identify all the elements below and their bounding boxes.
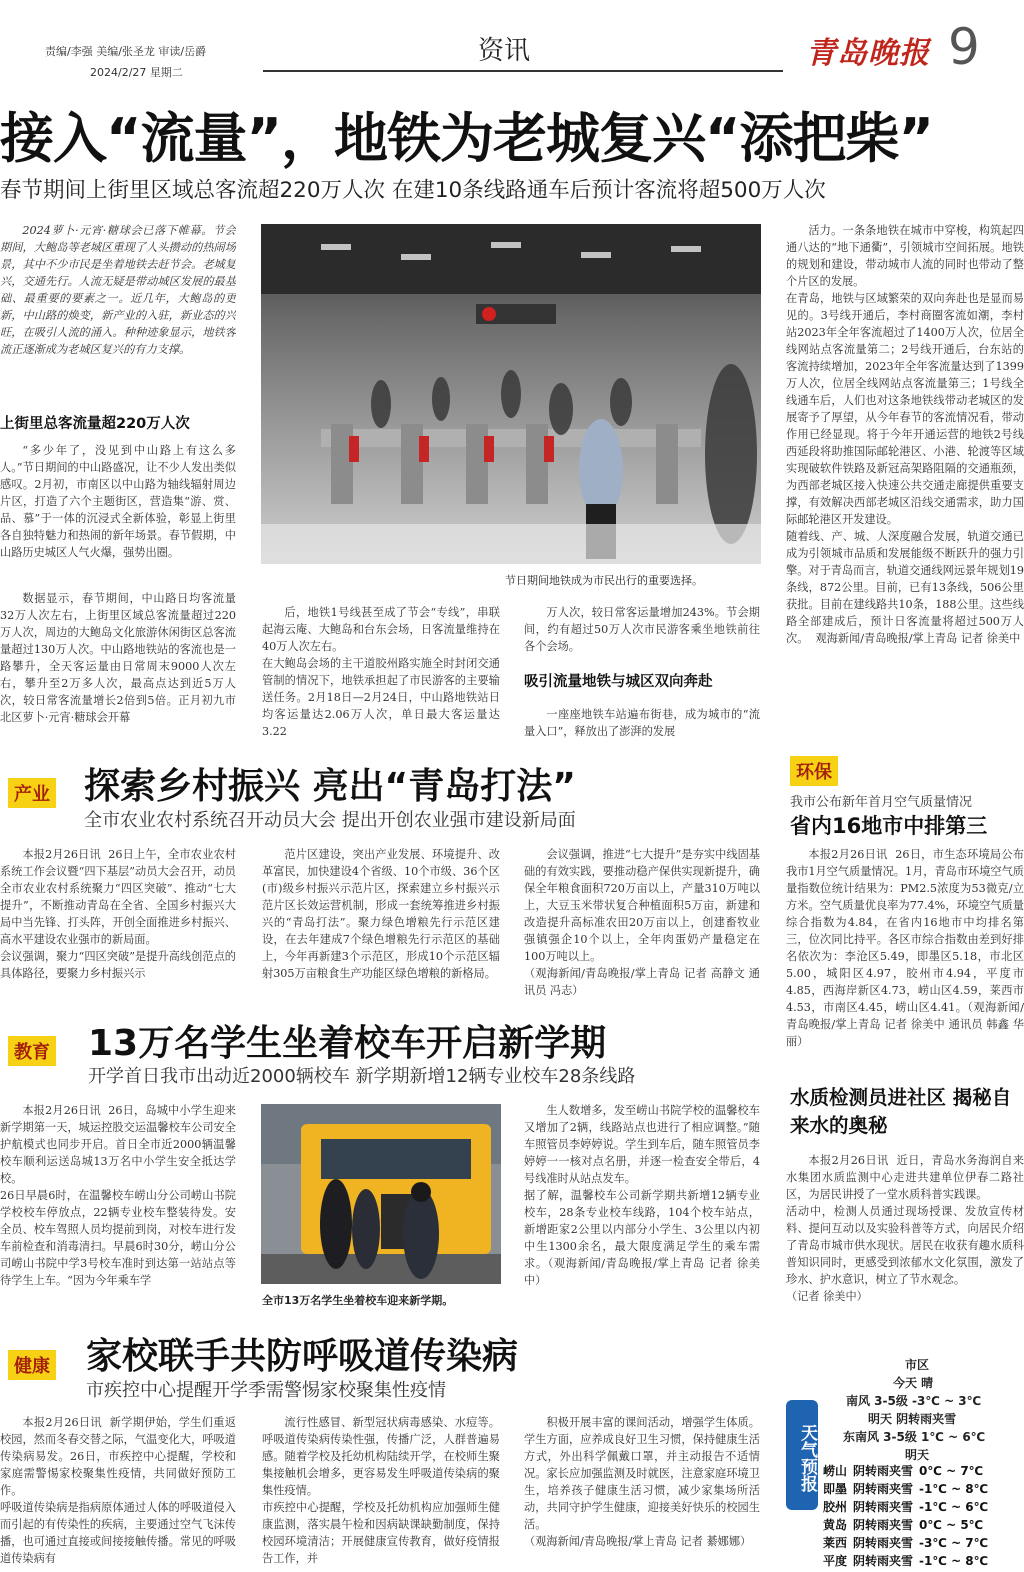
industry-subheadline: 全市农业农村系统召开动员大会 提出开创农业强市建设新局面	[84, 810, 576, 831]
lead-headline: 接入“流量”，地铁为老城复兴“添把柴”	[0, 107, 933, 170]
metro-station-photo	[261, 224, 761, 564]
weather-city: 崂山	[823, 1464, 848, 1478]
lead-subhead-2: 吸引流量地铁与城区双向奔赴	[524, 674, 713, 690]
water-headline: 水质检测员进社区 揭秘自来水的奥秘	[790, 1086, 1012, 1137]
environment-kicker: 我市公布新年首月空气质量情况	[790, 795, 973, 810]
weather-label: 天气预报	[786, 1400, 818, 1510]
weather-city: 平度	[823, 1554, 848, 1568]
issue-date: 2024/2/27 星期二	[90, 66, 183, 79]
weather-today: 今天 晴	[893, 1376, 934, 1390]
section-name: 资讯	[478, 36, 531, 66]
weather-row	[820, 1516, 991, 1534]
weather-cond: 阴转雨夹雪	[853, 1482, 914, 1496]
environment-body: 本报2月26日讯 26日，市生态环境局公布我市1月空气质量情况。1月，青岛市环境空气质量指数位统计结果为：PM2.5浓度为53微克/立方米。空气质量优良率为77.4%，环境空气质量综合指数为4.84，在省内16地市中均排名第三，位次同比持平。各区市综合指数由差到好排名依次为：李沧区5.49，即墨区5.18，市北区5.00，城阳区4.97，胶州市4.94，平度市4.85，西海岸新区4.73，崂山区4.59，莱西市4.53，市南区4.45，崂山区4.41。（观海新闻/青岛晚报/掌上青岛 记者 徐美中 通讯员 韩鑫 华丽）	[786, 848, 1024, 1048]
education-col1: 本报2月26日讯 26日，岛城中小学生迎来新学期第一天，城运控股交运温馨校车公司安全护航模式也同步开启。首日全市近2000辆温馨校车顺利运送岛城13万名中小学生安全抵达学校。 26日早晨6时，在温馨校车崂山分公司崂山书院学校校车停放点，22辆专业校车整装待发。安全员、校车驾照人员均提前到岗，对校车进行发车前检查和消毒清扫。早晨6时30分，崂山分公司崂山书院中学3号校车准时到达第一站站点等待学生上车。“因为今年乘车学	[0, 1104, 236, 1287]
environment-headline: 省内16地市中排第三	[790, 814, 988, 838]
weather-row	[820, 1552, 991, 1570]
education-tag: 教育	[8, 1036, 56, 1066]
health-col2: 流行性感冒、新型冠状病毒感染、水痘等。呼吸道传染病传染性强，传播广泛，人群普遍易感。随着学校及托幼机构陆续开学，在校师生聚集接触机会增多，更容易发生呼吸道传染病的聚集性疫情。 市疾控中心提醒，学校及托幼机构应加强师生健康监测，落实晨午检和因病缺课缺勤制度，保持校园环境清洁；开展健康宣传教育，做好疫情报告工作，并	[262, 1416, 500, 1565]
weather-row	[820, 1462, 991, 1480]
lead-col1-p2: 数据显示，春节期间，中山路日均客流量32万人次左右，上街里区域总客流量超过220万人次，周边的大鲍岛文化旅游休闲街区总客流量超过130万人次。中山路地铁站的客流也是一路攀升，全天客运量由日常周末9000人次左右，攀升至2万多人次，最高点达到近5万人次，较日常客流量增长2倍到5倍。正月初九市北区萝卜·元宵·糖球会开幕	[0, 592, 236, 724]
health-col3: 积极开展丰富的课间活动，增强学生体质。学生方面，应养成良好卫生习惯，保持健康生活方式，外出科学佩戴口罩，并主动报告不适情况。家长应加强监测及时就医，注意家庭环境卫生，培养孩子健康生活习惯，减少家集场所活动，共同守护学生健康，迎接美好快乐的校园生活。 （观海新闻/青岛晚报/掌上青岛 记者 綦娜娜）	[524, 1416, 760, 1548]
industry-col1: 本报2月26日讯 26日上午，全市农业农村系统工作会议暨“四下基层”动员大会召开，动员全市农业农村系统聚力“四区突破”、推动“七大提升”，不断推动青岛在全省、全国乡村振兴大局中当先锋、打头阵，开创全面推进乡村振兴、高水平建设农业强市的新局面。 会议强调，聚力“四区突破”是提升高线创范点的具体路径，要聚力乡村振兴示	[0, 848, 236, 980]
lead-col1-p1: “多少年了，没见到中山路上有这么多人。”节日期间的中山路盛况，让不少人发出类似感叹。2月初，市南区以中山路为轴线辐射周边片区，打造了六个主题街区，营造集“游、赏、品、慕”于一体的沉浸式全新体验，彰显上街里各自独特魅力和热闹的新年场景。春节假期，中山路历史城区人气火爆，强势出圈。	[0, 444, 236, 559]
newspaper-logo: 青岛晚报	[806, 36, 930, 71]
weather-temp: -1℃ ~ 8℃	[919, 1554, 989, 1568]
weather-city: 即墨	[823, 1482, 848, 1496]
weather-temp: 0℃ ~ 5℃	[919, 1518, 984, 1532]
editor-credits: 责编/李强 美编/张圣龙 审读/岳爵	[45, 45, 207, 58]
weather-cond: 阴转雨夹雪	[853, 1518, 914, 1532]
weather-row	[820, 1480, 991, 1498]
education-subheadline: 开学首日我市出动近2000辆校车 新学期新增12辆专业校车28条线路	[88, 1066, 636, 1087]
lead-subhead-1: 上街里总客流量超220万人次	[0, 416, 190, 432]
health-headline: 家校联手共防呼吸道传染病	[86, 1336, 519, 1377]
weather-row	[820, 1498, 991, 1516]
page-number: 9	[948, 18, 980, 76]
education-headline: 13万名学生坐着校车开启新学期	[88, 1023, 607, 1064]
lead-intro: 2024萝卜·元宵·糖球会已落下帷幕。节会期间，大鲍岛等老城区重现了人头攒动的热闹场景，其中不少市民是坐着地铁去赶节会。老城复兴，交通先行。人流无疑是带动城区发展的最基础、最重要的要素之一。近几年，大鲍岛的更新，中山路的焕变，新产业的入驻，新业态的兴旺，在吸引人流的涌入。种种迹象显示，地铁客流正逐渐成为老城区复兴的有力支撑。	[0, 224, 236, 356]
weather-table	[820, 1462, 991, 1570]
weather-city: 莱西	[823, 1536, 848, 1550]
weather-city: 黄岛	[823, 1518, 848, 1532]
lead-col4: 活力。一条条地铁在城市中穿梭，构筑起四通八达的“地下通衢”，引领城市空间拓展。地铁的规划和建设，带动城市人流的同时也带动了整个片区的发展。 在青岛，地铁与区域繁荣的双向奔赴也是显而易见的。3号线开通后，李村商圈客流如潮，李村站2023年全年客流超过了1400万人次，位居全线网站点客流量第二；2号线开通后，台东站的客流持续增加，2023年全年客流量达到了1399万人次，位居全线网站点客流量第三；1号线全线通车后，人们也对这条地铁线带动老城区的发展寄予了厚望，从今年春节的客流情况看，带动作用已经显现。将于今年开通运营的地铁2号线西延段将助推国际邮轮港区、小港、轮渡等区域实现破软件铁路及新冠高架路阻隔的交通瓶颈，为西部老城区接入快速公共交通走廊提供重要支撑，有效解决西部老城区沿线交通需求，助力国际邮轮港区开发建设。 随着线、产、城、人深度融合发展，轨道交通已成为引领城市品质和发展能级不断跃升的强力引擎。对于青岛而言，轨道交通线网远景年规划19条线，872公里。目前，已有13条线，506公里获批。目前在建线路共10条，188公里。这些线路全部建成后，预计日客流量将超过500万人次。 观海新闻/青岛晚报/掌上青岛 记者 徐美中	[786, 224, 1024, 645]
weather-temp: 0℃ ~ 7℃	[919, 1464, 984, 1478]
weather-city: 胶州	[823, 1500, 848, 1514]
health-col1: 本报2月26日讯 新学期伊始，学生们重返校园，然而冬春交替之际，气温变化大，呼吸道传染病易发。26日，市疾控中心提醒，学校和家庭需警惕家校聚集性疫情，共同做好预防工作。 呼吸道传染病是指病原体通过人体的呼吸道侵入而引起的有传染性的疾病，主要通过空气飞沫传播，也可通过直接或间接接触传播。常见的呼吸道传染病有	[0, 1416, 236, 1565]
weather-cond: 阴转雨夹雪	[853, 1464, 914, 1478]
industry-tag: 产业	[8, 778, 56, 808]
industry-col2: 范片区建设，突出产业发展、环境提升、改革富民，加快建设4个省级、10个市级、36个区(市)级乡村振兴示范片区，探索建立乡村振兴示范片区长效运营机制，形成一套统筹推进乡村振兴的“青岛打法”。聚力绿色增粮先行示范区建设，在去年建成7个绿色增粮先行示范区的基础上，今年再新建3个示范区，形成10个示范区辐射305万亩粮食生产功能区绿色增粮的新格局。	[262, 848, 500, 980]
weather-table-header: 明天	[905, 1448, 930, 1462]
health-subheadline: 市疾控中心提醒开学季需警惕家校聚集性疫情	[86, 1380, 446, 1401]
weather-row	[820, 1534, 991, 1552]
water-body: 本报2月26日讯 近日，青岛水务海润自来水集团水质监测中心走进共建单位伊春二路社区，为居民讲授了一堂水质科普实践课。 活动中，检测人员通过现场授课、发放宣传材料、提问互动以及实验科普等方式，向居民介绍了青岛市城市供水现状。居民在收获有趣水质科普知识同时，更感受到浓郁水文化氛围，激发了珍水、护水意识，树立了节水观念。 （记者 徐美中）	[786, 1154, 1024, 1303]
industry-col3: 会议强调，推进“七大提升”是夯实中线固基础的有效实践，要推动稳产保供实现新提升，确保全年粮食面积720万亩以上，产量310万吨以上，大豆玉米带状复合种植面积5万亩，新建和改造提升高标准农田20万亩以上，创建畜牧业强镇强企10个以上，全年肉蛋奶产量稳定在100万吨以上。 （观海新闻/青岛晚报/掌上青岛 记者 高静文 通讯员 冯志）	[524, 848, 760, 997]
school-bus-photo	[261, 1104, 501, 1284]
lead-col3-p2: 一座座地铁车站遍布街巷，成为城市的“流量入口”，释放出了澎湃的发展	[524, 708, 760, 738]
header-rule	[263, 70, 783, 72]
environment-tag: 环保	[790, 756, 838, 786]
metro-photo-caption: 节日期间地铁成为市民出行的重要选择。	[505, 574, 703, 587]
weather-cond: 阴转雨夹雪	[853, 1554, 914, 1568]
weather-cond: 阴转雨夹雪	[853, 1500, 914, 1514]
bus-photo-caption: 全市13万名学生坐着校车迎来新学期。	[262, 1294, 454, 1307]
lead-col3-p1: 万人次，较日常客运量增加243%。节会期间，约有超过50万人次市民游客乘坐地铁前往各个会场。	[524, 606, 760, 653]
weather-temp: -3℃ ~ 7℃	[919, 1536, 989, 1550]
weather-temp: -1℃ ~ 6℃	[919, 1500, 989, 1514]
weather-temp: -1℃ ~ 8℃	[919, 1482, 989, 1496]
lead-subheadline: 春节期间上街里区域总客流超220万人次 在建10条线路通车后预计客流将超500万人次	[0, 178, 826, 203]
health-tag: 健康	[8, 1350, 56, 1380]
education-col3: 生人数增多，发至崂山书院学校的温馨校车又增加了2辆，线路站点也进行了相应调整。”随车照管员李婷婷说。学生到车后，随车照管员李婷婷一一核对点名册，并逐一检查安全带后，4号线准时从站点发车。 据了解，温馨校车公司新学期共新增12辆专业校车，28条专业校车线路，104个校车站点，新增距家2公里以内部分小学生、3公里以内初中生1300余名，最大限度满足学生的乘车需求。（观海新闻/青岛晚报/掌上青岛 记者 徐美中）	[524, 1104, 760, 1287]
industry-headline: 探索乡村振兴 亮出“青岛打法”	[84, 766, 576, 807]
weather-today-detail: 南风 3-5级 -3℃ ~ 3℃	[846, 1394, 982, 1408]
weather-cond: 阴转雨夹雪	[853, 1536, 914, 1550]
lead-col2: 后，地铁1号线甚至成了节会“专线”，串联起海云庵、大鲍岛和台东会场，日客流量维持在40万人次左右。 在大鲍岛会场的主干道胶州路实施全时封闭交通管制的情况下，地铁承担起了市民游客的主要输送任务。2月18日—2月24日，中山路地铁站日均客运量达2.06万人次，单日最大客运量达3.22	[262, 606, 500, 738]
weather-tomorrow-detail: 东南风 3-5级 1℃ ~ 6℃	[843, 1430, 986, 1444]
weather-district: 市区	[905, 1358, 930, 1372]
weather-tomorrow: 明天 阴转雨夹雪	[868, 1412, 957, 1426]
